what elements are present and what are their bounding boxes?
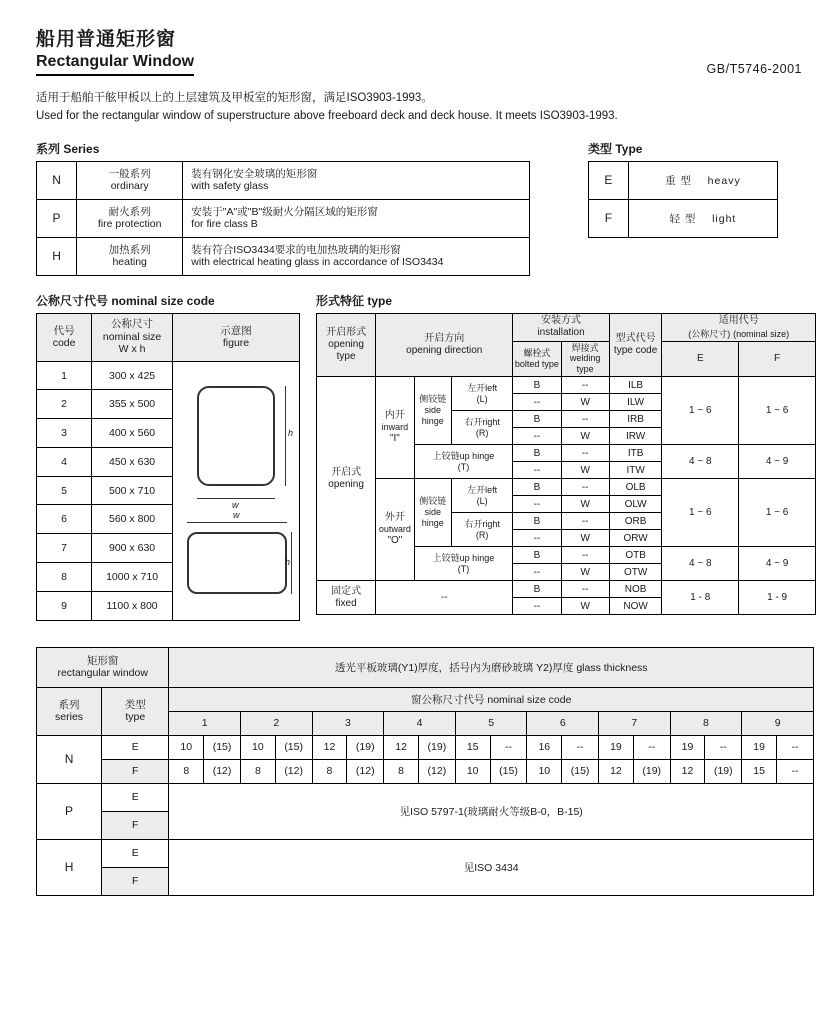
bolted-cell: -- bbox=[513, 428, 561, 445]
series-code: H bbox=[37, 237, 77, 275]
bolted-cell: B bbox=[513, 581, 561, 598]
nominal-code: 1 bbox=[37, 361, 92, 390]
figure-h-label-2: h bbox=[284, 556, 290, 567]
side-right-cell: 右开right (R) bbox=[451, 513, 512, 547]
range-e-cell: 1 ~ 6 bbox=[662, 479, 739, 547]
series-label: 系列 Series bbox=[36, 141, 100, 156]
type-code-cell: OLB bbox=[609, 479, 662, 496]
glass-value: 19 bbox=[599, 735, 634, 759]
glass-value: 16 bbox=[527, 735, 562, 759]
welding-cell: -- bbox=[561, 377, 609, 394]
table-row bbox=[37, 759, 814, 783]
welding-cell: -- bbox=[561, 513, 609, 530]
glass-value: -- bbox=[490, 735, 527, 759]
header bbox=[22, 24, 808, 76]
col-applicable-header: 适用代号 (公称尺寸) (nominal size) bbox=[662, 313, 816, 341]
glass-value: (12) bbox=[418, 759, 455, 783]
series-name bbox=[77, 161, 183, 199]
type-code-cell: NOW bbox=[609, 598, 662, 615]
type-code: F bbox=[589, 199, 629, 237]
description-en: Used for the rectangular window of superstructure above freeboard deck and deck house. It meets ISO3903-1993. bbox=[36, 109, 618, 122]
glass-title-header: 透光平板玻璃(Y1)厚度，括号内为磨砂玻璃 Y2)厚度 glass thickness bbox=[169, 647, 814, 687]
series-N: N bbox=[37, 735, 102, 783]
type-E: E bbox=[102, 735, 169, 759]
side-left-cell: 左开left (L) bbox=[451, 377, 512, 411]
table-row bbox=[37, 361, 300, 390]
glass-value: -- bbox=[633, 735, 670, 759]
direction-inward-cell: 内开 inward "I" bbox=[376, 377, 414, 479]
standard-code: GB/T5746-2001 bbox=[706, 62, 802, 76]
iso-note-H: 见ISO 3434 bbox=[169, 839, 814, 895]
size-code-5: 5 bbox=[455, 711, 527, 735]
bolted-cell: -- bbox=[513, 462, 561, 479]
welding-cell: -- bbox=[561, 411, 609, 428]
glass-value: (15) bbox=[275, 735, 312, 759]
series-name-en: heating bbox=[112, 256, 147, 269]
glass-value: 12 bbox=[670, 759, 705, 783]
nominal-code: 5 bbox=[37, 476, 92, 505]
nominal-size: 300 x 425 bbox=[92, 361, 173, 390]
range-f-cell: 1 ~ 6 bbox=[739, 479, 816, 547]
type-name-en: heavy bbox=[707, 174, 741, 187]
type-code: E bbox=[589, 161, 629, 199]
table-row bbox=[37, 237, 530, 275]
series-name bbox=[77, 199, 183, 237]
welding-cell: -- bbox=[561, 581, 609, 598]
glass-value: 8 bbox=[312, 759, 347, 783]
glass-value: 10 bbox=[527, 759, 562, 783]
fixed-type-cell: 固定式 fixed bbox=[317, 581, 376, 615]
size-code-8: 8 bbox=[670, 711, 742, 735]
col-welding-header: 焊接式 welding type bbox=[561, 341, 609, 376]
bolted-cell: B bbox=[513, 513, 561, 530]
size-code-1: 1 bbox=[169, 711, 241, 735]
bolted-cell: B bbox=[513, 547, 561, 564]
col-e-header: E bbox=[662, 341, 739, 376]
glass-value: (19) bbox=[418, 735, 455, 759]
glass-value: (19) bbox=[633, 759, 670, 783]
series-name-cn: 耐火系列 bbox=[108, 205, 151, 218]
type-code-cell: ITB bbox=[609, 445, 662, 462]
glass-value: (15) bbox=[562, 759, 599, 783]
glass-value: 10 bbox=[169, 735, 204, 759]
type-code-cell: ORW bbox=[609, 530, 662, 547]
series-desc bbox=[183, 199, 530, 237]
glass-value: -- bbox=[562, 735, 599, 759]
table-row bbox=[317, 479, 816, 496]
glass-value: 8 bbox=[384, 759, 419, 783]
nominal-code: 3 bbox=[37, 419, 92, 448]
bolted-cell: -- bbox=[513, 496, 561, 513]
welding-cell: W bbox=[561, 530, 609, 547]
type-code-cell: IRB bbox=[609, 411, 662, 428]
nominal-size: 355 x 500 bbox=[92, 390, 173, 419]
nominal-label: 公称尺寸代号 nominal size code bbox=[36, 293, 215, 308]
col-opening-type-header: 开启形式 opening type bbox=[317, 313, 376, 376]
page-title-cn: 船用普通矩形窗 bbox=[36, 29, 177, 50]
nominal-code: 8 bbox=[37, 562, 92, 591]
nominal-size-table bbox=[36, 313, 300, 621]
glass-value: (15) bbox=[490, 759, 527, 783]
table-row bbox=[37, 839, 814, 867]
glass-value: 12 bbox=[312, 735, 347, 759]
side-right-cell: 右开right (R) bbox=[451, 411, 512, 445]
glass-value: -- bbox=[776, 759, 813, 783]
table-header-row bbox=[317, 313, 816, 341]
glass-value: (12) bbox=[204, 759, 241, 783]
glass-value: 19 bbox=[742, 735, 777, 759]
range-e-cell: 4 ~ 8 bbox=[662, 547, 739, 581]
glass-value: (12) bbox=[347, 759, 384, 783]
range-e-cell: 1 - 8 bbox=[662, 581, 739, 615]
table-row bbox=[37, 783, 814, 811]
size-code-2: 2 bbox=[241, 711, 313, 735]
nominal-size: 1100 x 800 bbox=[92, 591, 173, 620]
type-label: 类型 Type bbox=[588, 141, 643, 156]
feature-table bbox=[316, 313, 816, 615]
col-opening-dir-header: 开启方向 opening direction bbox=[376, 313, 513, 376]
series-desc-cn: 安装于"A"或"B"级耐火分隔区域的矩形窗 bbox=[191, 205, 378, 218]
type-code-cell: ORB bbox=[609, 513, 662, 530]
description bbox=[36, 90, 808, 126]
table-row bbox=[37, 735, 814, 759]
size-code-6: 6 bbox=[527, 711, 599, 735]
range-f-cell: 1 - 9 bbox=[739, 581, 816, 615]
table-row bbox=[37, 199, 530, 237]
figure-tall-window bbox=[197, 386, 275, 486]
figure-wide-window bbox=[187, 532, 287, 594]
series-name-cn: 一般系列 bbox=[108, 167, 151, 180]
series-desc-en: for fire class B bbox=[191, 218, 258, 231]
glass-value: (15) bbox=[204, 735, 241, 759]
type-code-cell: IRW bbox=[609, 428, 662, 445]
series-P: P bbox=[37, 783, 102, 839]
table-row bbox=[589, 199, 778, 237]
nominal-code: 9 bbox=[37, 591, 92, 620]
welding-cell: -- bbox=[561, 445, 609, 462]
col-code-header: 代号 code bbox=[37, 313, 92, 361]
table-row bbox=[317, 581, 816, 598]
range-e-cell: 4 ~ 8 bbox=[662, 445, 739, 479]
type-code-cell: NOB bbox=[609, 581, 662, 598]
series-desc bbox=[183, 237, 530, 275]
top-hinge-cell: 上铰链up hinge (T) bbox=[414, 445, 513, 479]
nominal-size: 400 x 560 bbox=[92, 419, 173, 448]
side-hinge-cell: 侧铰链 side hinge bbox=[414, 479, 451, 547]
type-code-cell: OTB bbox=[609, 547, 662, 564]
type-E: E bbox=[102, 839, 169, 867]
series-name-en: fire protection bbox=[97, 218, 162, 231]
size-code-3: 3 bbox=[312, 711, 384, 735]
nominal-size-section bbox=[36, 292, 300, 621]
table-row bbox=[589, 161, 778, 199]
figure-w-dim-line bbox=[197, 498, 275, 499]
series-desc-en: with safety glass bbox=[191, 180, 269, 193]
welding-cell: W bbox=[561, 394, 609, 411]
type-F: F bbox=[102, 759, 169, 783]
type-name bbox=[628, 161, 777, 199]
nominal-code: 7 bbox=[37, 534, 92, 563]
type-name-en: light bbox=[712, 212, 737, 225]
col-figure-header: 示意图 figure bbox=[172, 313, 299, 361]
welding-cell: W bbox=[561, 462, 609, 479]
bolted-cell: -- bbox=[513, 530, 561, 547]
table-row bbox=[37, 161, 530, 199]
glass-value: 15 bbox=[742, 759, 777, 783]
glass-value: 12 bbox=[384, 735, 419, 759]
glass-value: 19 bbox=[670, 735, 705, 759]
table-header-row bbox=[37, 647, 814, 687]
glass-value: -- bbox=[776, 735, 813, 759]
type-name-cn: 重 型 bbox=[665, 174, 692, 187]
type-F: F bbox=[102, 867, 169, 895]
range-f-cell: 1 ~ 6 bbox=[739, 377, 816, 445]
bolted-cell: -- bbox=[513, 564, 561, 581]
figure-w-label-2: w bbox=[232, 509, 240, 520]
glass-value: (12) bbox=[275, 759, 312, 783]
size-code-header: 窗公称尺寸代号 nominal size code bbox=[169, 687, 814, 711]
bolted-cell: B bbox=[513, 411, 561, 428]
description-cn: 适用于船舶干舷甲板以上的上层建筑及甲板室的矩形窗，满足ISO3903-1993。 bbox=[36, 92, 433, 104]
welding-cell: W bbox=[561, 428, 609, 445]
series-name-cn: 加热系列 bbox=[108, 243, 151, 256]
glass-value: 8 bbox=[169, 759, 204, 783]
series-col-header: 系列 series bbox=[37, 687, 102, 735]
bolted-cell: B bbox=[513, 445, 561, 462]
glass-value: (19) bbox=[347, 735, 384, 759]
glass-value: -- bbox=[705, 735, 742, 759]
glass-thickness-section bbox=[36, 647, 808, 896]
series-desc-cn: 装有符合ISO3434要求的电加热玻璃的矩形窗 bbox=[191, 243, 401, 256]
figure-w-label: w bbox=[231, 499, 239, 510]
welding-cell: W bbox=[561, 564, 609, 581]
nominal-size: 1000 x 710 bbox=[92, 562, 173, 591]
type-section bbox=[588, 140, 778, 276]
range-f-cell: 4 ~ 9 bbox=[739, 445, 816, 479]
series-code: N bbox=[37, 161, 77, 199]
table-header-row bbox=[37, 313, 300, 361]
top-hinge-cell: 上铰链up hinge (T) bbox=[414, 547, 513, 581]
nominal-size: 500 x 710 bbox=[92, 476, 173, 505]
nominal-size: 560 x 800 bbox=[92, 505, 173, 534]
col-install-header: 安装方式 installation bbox=[513, 313, 610, 341]
figure-h-dim-line bbox=[285, 386, 286, 486]
window-figure bbox=[173, 362, 299, 620]
figure-h-label: h bbox=[287, 427, 293, 438]
type-table bbox=[588, 161, 778, 238]
nominal-code: 4 bbox=[37, 447, 92, 476]
bolted-cell: -- bbox=[513, 598, 561, 615]
welding-cell: W bbox=[561, 496, 609, 513]
glass-value: 10 bbox=[241, 735, 276, 759]
glass-value: 15 bbox=[455, 735, 490, 759]
col-f-header: F bbox=[739, 341, 816, 376]
corner-header: 矩形窗 rectangular window bbox=[37, 647, 169, 687]
size-code-7: 7 bbox=[599, 711, 671, 735]
iso-note-P: 见ISO 5797-1(玻璃耐火等级B-0，B-15) bbox=[169, 783, 814, 839]
type-code-cell: OLW bbox=[609, 496, 662, 513]
feature-section bbox=[316, 292, 816, 621]
nominal-size: 900 x 630 bbox=[92, 534, 173, 563]
welding-cell: -- bbox=[561, 547, 609, 564]
figure-w-dim-line-2 bbox=[187, 522, 287, 523]
page-title-en: Rectangular Window bbox=[36, 53, 194, 76]
feature-label: 形式特征 type bbox=[316, 293, 393, 308]
series-code: P bbox=[37, 199, 77, 237]
side-hinge-cell: 侧铰链 side hinge bbox=[414, 377, 451, 445]
glass-value: 12 bbox=[599, 759, 634, 783]
opening-type-cell: 开启式 opening bbox=[317, 377, 376, 581]
side-left-cell: 左开left (L) bbox=[451, 479, 512, 513]
table-row bbox=[317, 377, 816, 394]
range-e-cell: 1 ~ 6 bbox=[662, 377, 739, 445]
series-H: H bbox=[37, 839, 102, 895]
col-size-header: 公称尺寸 nominal size W x h bbox=[92, 313, 173, 361]
series-name-en: ordinary bbox=[110, 180, 149, 193]
glass-value: (19) bbox=[705, 759, 742, 783]
bolted-cell: B bbox=[513, 377, 561, 394]
type-code-cell: ILW bbox=[609, 394, 662, 411]
glass-value: 8 bbox=[241, 759, 276, 783]
bolted-cell: -- bbox=[513, 394, 561, 411]
nominal-code: 2 bbox=[37, 390, 92, 419]
type-E: E bbox=[102, 783, 169, 811]
type-name bbox=[628, 199, 777, 237]
bolted-cell: B bbox=[513, 479, 561, 496]
glass-value: 10 bbox=[455, 759, 490, 783]
type-code-cell: ITW bbox=[609, 462, 662, 479]
col-type-code-header: 型式代号 type code bbox=[609, 313, 662, 376]
series-table bbox=[36, 161, 530, 276]
range-f-cell: 4 ~ 9 bbox=[739, 547, 816, 581]
type-code-cell: ILB bbox=[609, 377, 662, 394]
glass-thickness-table bbox=[36, 647, 814, 896]
nominal-size: 450 x 630 bbox=[92, 447, 173, 476]
series-desc bbox=[183, 161, 530, 199]
type-F: F bbox=[102, 811, 169, 839]
series-section bbox=[36, 140, 530, 276]
col-bolted-header: 螺栓式 bolted type bbox=[513, 341, 561, 376]
figure-cell bbox=[172, 361, 299, 620]
series-name bbox=[77, 237, 183, 275]
welding-cell: -- bbox=[561, 479, 609, 496]
direction-outward-cell: 外开 outward "O" bbox=[376, 479, 414, 581]
type-name-cn: 轻 型 bbox=[669, 212, 697, 225]
size-code-9: 9 bbox=[742, 711, 814, 735]
size-code-4: 4 bbox=[384, 711, 456, 735]
series-desc-cn: 装有钢化安全玻璃的矩形窗 bbox=[191, 167, 318, 180]
welding-cell: W bbox=[561, 598, 609, 615]
nominal-code: 6 bbox=[37, 505, 92, 534]
series-desc-en: with electrical heating glass in accordance of ISO3434 bbox=[191, 256, 444, 269]
table-header-row bbox=[37, 687, 814, 711]
type-col-header: 类型 type bbox=[102, 687, 169, 735]
figure-h-dim-line-2 bbox=[291, 532, 292, 594]
type-code-cell: OTW bbox=[609, 564, 662, 581]
fixed-dash-cell: -- bbox=[376, 581, 513, 615]
